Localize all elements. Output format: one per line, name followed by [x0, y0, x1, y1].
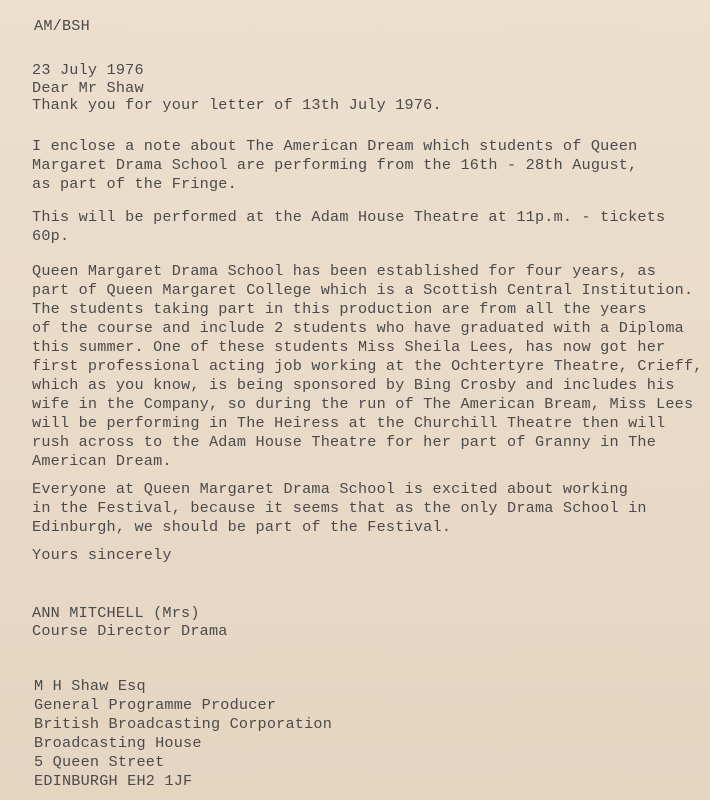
paragraph-3-line-7: which as you know, is being sponsored by Bing Crosby and includes his — [32, 376, 675, 394]
opening-line: Thank you for your letter of 13th July 1976. — [32, 96, 442, 114]
address-line-2: General Programme Producer — [34, 696, 277, 714]
signatory-name: ANN MITCHELL (Mrs) — [32, 604, 200, 622]
paragraph-2 — [32, 208, 665, 246]
paragraph-1-line-3: as part of the Fringe. — [32, 175, 237, 193]
paragraph-2-line-1: This will be performed at the Adam House Theatre at 11p.m. - tickets — [32, 208, 666, 226]
signatory-title: Course Director Drama — [32, 622, 228, 640]
paragraph-3-line-9: will be performing in The Heiress at the Churchill Theatre then will — [32, 414, 666, 432]
paragraph-3-line-3: The students taking part in this production are from all the years — [32, 300, 647, 318]
paragraph-3-line-1: Queen Margaret Drama School has been established for four years, as — [32, 262, 657, 280]
paragraph-4 — [32, 480, 647, 537]
paragraph-3-line-2: part of Queen Margaret College which is a Scottish Central Institution. — [32, 281, 694, 299]
address-line-5: 5 Queen Street — [34, 753, 165, 771]
paragraph-3-line-5: this summer. One of these students Miss Sheila Lees, has now got her — [32, 338, 666, 356]
paragraph-3-line-8: wife in the Company, so during the run of The American Bream, Miss Lees — [32, 395, 694, 413]
paragraph-3-line-10: rush across to the Adam House Theatre for her part of Granny in The — [32, 433, 657, 451]
paragraph-3-line-11: American Dream. — [32, 452, 172, 470]
paragraph-4-line-1: Everyone at Queen Margaret Drama School is excited about working — [32, 480, 629, 498]
paragraph-1-line-1: I enclose a note about The American Dream which students of Queen — [32, 137, 638, 155]
address-line-4: Broadcasting House — [34, 734, 202, 752]
paragraph-2-line-2: 60p. — [32, 227, 70, 245]
reference-code: AM/BSH — [34, 17, 90, 35]
paragraph-1-line-2: Margaret Drama School are performing from the 16th - 28th August, — [32, 156, 638, 174]
salutation: Dear Mr Shaw — [32, 79, 144, 97]
paragraph-4-line-3: Edinburgh, we should be part of the Festival. — [32, 518, 452, 536]
address-line-1: M H Shaw Esq — [34, 677, 146, 695]
paragraph-3-line-4: of the course and include 2 students who have graduated with a Diploma — [32, 319, 684, 337]
address-line-3: British Broadcasting Corporation — [34, 715, 333, 733]
paragraph-4-line-2: in the Festival, because it seems that as the only Drama School in — [32, 499, 647, 517]
paragraph-3-line-6: first professional acting job working at the Ochtertyre Theatre, Crieff, — [32, 357, 703, 375]
paragraph-1 — [32, 137, 637, 194]
address-line-6: EDINBURGH EH2 1JF — [34, 772, 193, 790]
recipient-address — [34, 677, 332, 791]
letter-date: 23 July 1976 — [32, 61, 144, 79]
paragraph-3 — [32, 262, 703, 471]
closing: Yours sincerely — [32, 546, 172, 564]
